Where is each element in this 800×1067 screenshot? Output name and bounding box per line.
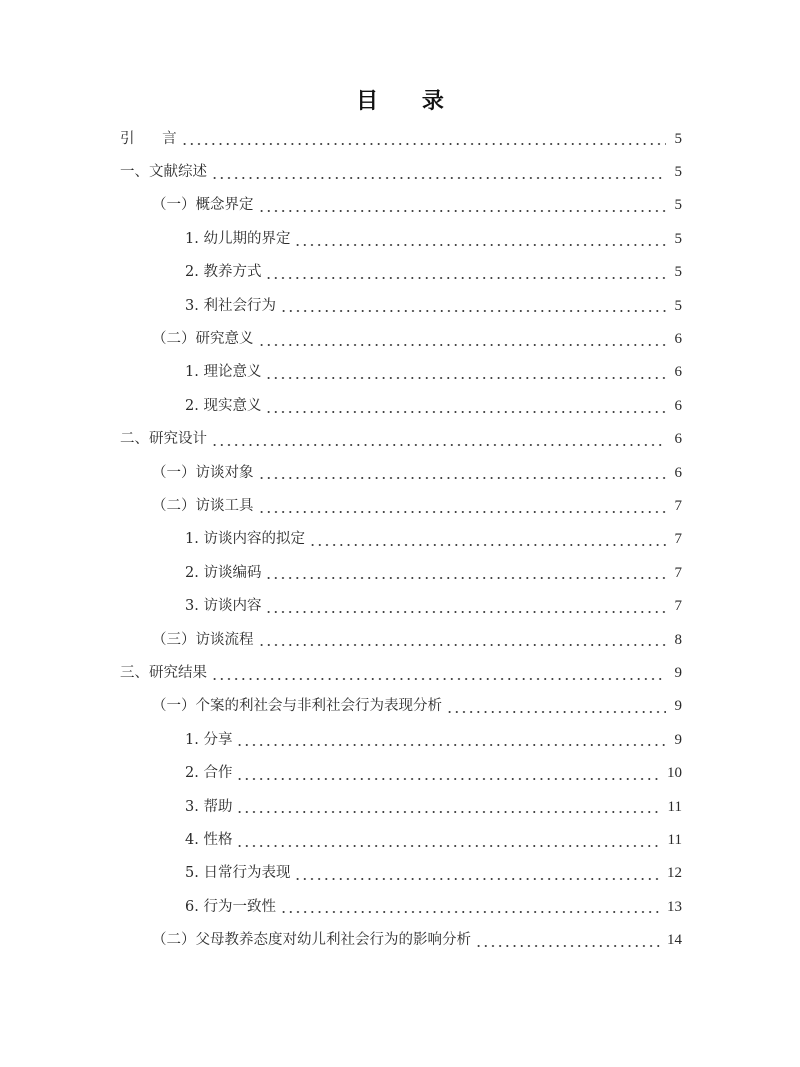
dot-leader bbox=[181, 143, 666, 145]
toc-entry-research-significance[interactable] bbox=[120, 322, 682, 355]
toc-entry-page: 9 bbox=[674, 664, 682, 681]
toc-entry-page: 11 bbox=[667, 798, 682, 815]
dot-leader bbox=[258, 344, 667, 346]
dot-leader bbox=[236, 811, 661, 813]
toc-entry-label: 4. 性格 bbox=[185, 831, 233, 848]
dot-leader bbox=[265, 577, 666, 579]
toc-entry-label: 2. 现实意义 bbox=[185, 397, 262, 414]
toc-entry-label: 5. 日常行为表现 bbox=[185, 865, 291, 882]
toc-entry-interview-tools[interactable] bbox=[120, 489, 682, 522]
dot-leader bbox=[265, 277, 666, 279]
toc-entry-page: 5 bbox=[674, 197, 682, 214]
toc-entry-label: （一）个案的利社会与非利社会行为表现分析 bbox=[152, 698, 442, 715]
toc-entry-label: 2. 访谈编码 bbox=[185, 564, 262, 581]
toc-entry-label: 引 言 bbox=[120, 130, 177, 147]
toc-entry-label: （二）访谈工具 bbox=[152, 497, 254, 514]
toc-entry-page: 6 bbox=[674, 331, 682, 348]
toc-entry-label: 二、研究设计 bbox=[120, 431, 207, 448]
toc-entry-early-childhood-definition[interactable] bbox=[120, 222, 682, 255]
toc-entry-daily-behavior[interactable] bbox=[120, 857, 682, 890]
toc-entry-label: （一）概念界定 bbox=[152, 197, 254, 214]
dot-leader bbox=[258, 477, 667, 479]
toc-entry-page: 14 bbox=[667, 932, 682, 949]
toc-entry-introduction[interactable] bbox=[120, 122, 682, 155]
dot-leader bbox=[309, 544, 666, 546]
dot-leader bbox=[265, 611, 666, 613]
dot-leader bbox=[446, 711, 666, 713]
toc-entry-prosocial-behavior[interactable] bbox=[120, 289, 682, 322]
toc-entry-case-behavior-analysis[interactable] bbox=[120, 690, 682, 723]
toc-entry-page: 7 bbox=[674, 497, 682, 514]
toc-entry-page: 6 bbox=[674, 397, 682, 414]
dot-leader bbox=[211, 444, 666, 446]
toc-entry-label: 1. 理论意义 bbox=[185, 364, 262, 381]
toc-entry-concept-definition[interactable] bbox=[120, 189, 682, 222]
dot-leader bbox=[211, 177, 666, 179]
dot-leader bbox=[280, 911, 661, 913]
toc-entry-page: 5 bbox=[674, 130, 682, 147]
toc-entry-label: （一）访谈对象 bbox=[152, 464, 254, 481]
toc-entry-page: 5 bbox=[674, 297, 682, 314]
toc-entry-page: 6 bbox=[674, 431, 682, 448]
toc-entry-page: 5 bbox=[674, 164, 682, 181]
dot-leader bbox=[258, 210, 667, 212]
dot-leader bbox=[294, 244, 666, 246]
toc-entry-parenting-style[interactable] bbox=[120, 256, 682, 289]
toc-entry-personality[interactable] bbox=[120, 823, 682, 856]
toc-entry-label: 1. 访谈内容的拟定 bbox=[185, 531, 305, 548]
toc-entry-research-design[interactable] bbox=[120, 423, 682, 456]
toc-entry-label: （三）访谈流程 bbox=[152, 631, 254, 648]
toc-entry-sharing[interactable] bbox=[120, 723, 682, 756]
toc-entry-literature-review[interactable] bbox=[120, 155, 682, 188]
toc-entry-page: 13 bbox=[667, 898, 682, 915]
dot-leader bbox=[475, 945, 661, 947]
table-of-contents bbox=[120, 122, 682, 957]
toc-entry-label: 3. 帮助 bbox=[185, 798, 233, 815]
toc-entry-label: 3. 访谈内容 bbox=[185, 598, 262, 615]
dot-leader bbox=[236, 778, 661, 780]
toc-entry-interview-process[interactable] bbox=[120, 623, 682, 656]
dot-leader bbox=[211, 678, 666, 680]
dot-leader bbox=[265, 411, 666, 413]
toc-entry-theoretical-significance[interactable] bbox=[120, 356, 682, 389]
toc-entry-interview-subjects[interactable] bbox=[120, 456, 682, 489]
toc-entry-page: 12 bbox=[667, 865, 682, 882]
toc-entry-research-results[interactable] bbox=[120, 656, 682, 689]
toc-entry-page: 5 bbox=[674, 230, 682, 247]
toc-entry-page: 10 bbox=[667, 765, 682, 782]
toc-entry-page: 9 bbox=[674, 698, 682, 715]
toc-entry-interview-coding[interactable] bbox=[120, 556, 682, 589]
toc-entry-label: 2. 教养方式 bbox=[185, 264, 262, 281]
dot-leader bbox=[265, 377, 666, 379]
toc-entry-page: 7 bbox=[674, 531, 682, 548]
toc-entry-interview-content[interactable] bbox=[120, 589, 682, 622]
toc-entry-page: 7 bbox=[674, 598, 682, 615]
dot-leader bbox=[258, 511, 667, 513]
toc-entry-page: 6 bbox=[674, 464, 682, 481]
toc-entry-label: 1. 分享 bbox=[185, 731, 233, 748]
toc-entry-page: 8 bbox=[674, 631, 682, 648]
toc-entry-label: （二）父母教养态度对幼儿利社会行为的影响分析 bbox=[152, 932, 471, 949]
toc-entry-label: 6. 行为一致性 bbox=[185, 898, 276, 915]
toc-entry-page: 11 bbox=[667, 831, 682, 848]
toc-entry-page: 5 bbox=[674, 264, 682, 281]
toc-entry-label: 三、研究结果 bbox=[120, 664, 207, 681]
toc-entry-practical-significance[interactable] bbox=[120, 389, 682, 422]
toc-entry-page: 7 bbox=[674, 564, 682, 581]
dot-leader bbox=[280, 310, 666, 312]
toc-entry-page: 9 bbox=[674, 731, 682, 748]
toc-entry-page: 6 bbox=[674, 364, 682, 381]
toc-entry-label: 一、文献综述 bbox=[120, 164, 207, 181]
toc-entry-label: 3. 利社会行为 bbox=[185, 297, 276, 314]
toc-entry-parenting-influence-analysis[interactable] bbox=[120, 923, 682, 956]
toc-entry-helping[interactable] bbox=[120, 790, 682, 823]
toc-entry-label: （二）研究意义 bbox=[152, 331, 254, 348]
dot-leader bbox=[258, 644, 667, 646]
toc-entry-cooperation[interactable] bbox=[120, 756, 682, 789]
toc-entry-behavior-consistency[interactable] bbox=[120, 890, 682, 923]
toc-entry-interview-content-drafting[interactable] bbox=[120, 523, 682, 556]
page-title: 目 录 bbox=[356, 89, 462, 114]
dot-leader bbox=[236, 744, 666, 746]
toc-entry-label: 1. 幼儿期的界定 bbox=[185, 230, 291, 247]
toc-entry-label: 2. 合作 bbox=[185, 765, 233, 782]
dot-leader bbox=[294, 878, 661, 880]
dot-leader bbox=[236, 845, 661, 847]
